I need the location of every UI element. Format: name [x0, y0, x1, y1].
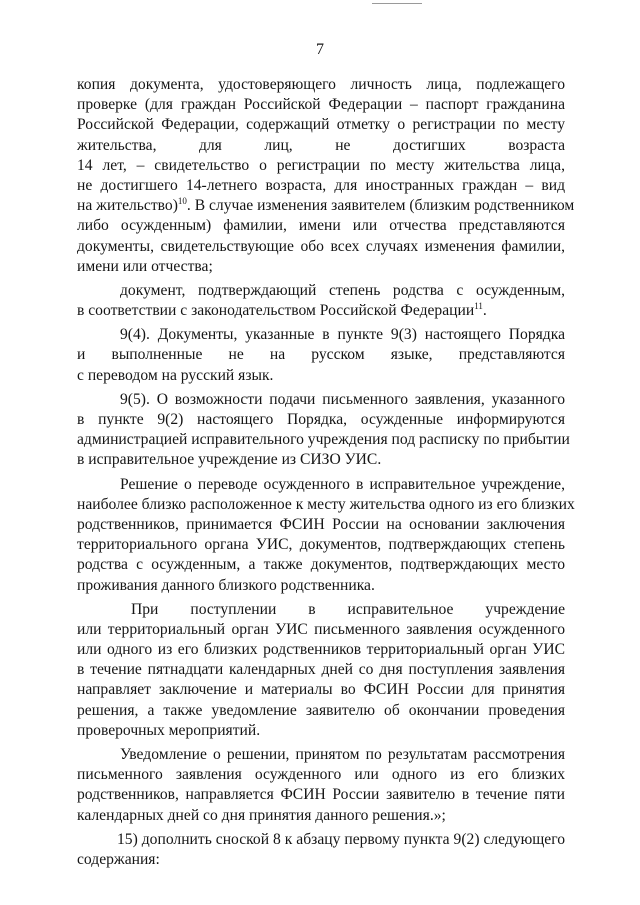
- text-line: содержания:: [77, 850, 160, 868]
- text-line: имени или отчества;: [77, 257, 213, 275]
- text-line: или одного из его близких родственников территориальный орган УИС: [77, 641, 565, 659]
- text-line-with-footnote: [77, 301, 565, 321]
- text-line: проверке (для граждан Российской Федерации – паспорт гражданина: [77, 96, 565, 114]
- page-number: 7: [316, 41, 324, 58]
- text-line: письменного заявления осужденного или одного из его близких: [77, 766, 565, 784]
- text-line: либо осужденным) фамилии, имени или отчества представляются: [77, 217, 565, 235]
- text-line: проверочных мероприятий.: [77, 721, 261, 739]
- text-line: календарных дней со дня принятия данного решения.»;: [77, 806, 446, 824]
- page-body: [77, 75, 575, 870]
- text-line: не достигшего 14-летнего возраста, для иностранных граждан – вид: [77, 176, 565, 194]
- top-rule: [372, 3, 422, 4]
- text-line: 9(4). Документы, указанные в пункте 9(3) настоящего Порядка: [120, 326, 565, 344]
- text-line: или территориальный орган УИС письменного заявления осужденного: [77, 620, 565, 638]
- text-line: Решение о переводе осужденного в исправительное учреждение,: [120, 475, 565, 493]
- text-line: Российской Федерации, содержащий отметку о регистрации по месту: [77, 116, 565, 134]
- text-line: решения, а также уведомление заявителю об окончании проведения: [77, 701, 565, 719]
- text-line: проживания данного близкого родственника.: [77, 576, 375, 594]
- text-line: 9(5). О возможности подачи письменного заявления, указанного: [120, 390, 565, 408]
- text-line: копия документа, удостоверяющего личность лица, подлежащего: [77, 76, 565, 93]
- text-line: документ, подтверждающий степень родства с осужденным,: [120, 281, 565, 299]
- text-segment: . В случае изменения заявителем (близким родственником: [186, 197, 575, 215]
- text-line: территориального органа УИС, документов, подтверждающих степень: [77, 536, 565, 554]
- text-line: в течение пятнадцати календарных дней со дня поступления заявления: [77, 661, 565, 679]
- text-line-with-footnote: [77, 196, 575, 216]
- text-line: родства с осужденным, а также документов, подтверждающих место: [77, 556, 565, 574]
- text-line: наиболее близко расположенное к месту жительства одного из его близких: [77, 495, 575, 513]
- text-line: 14 лет, – свидетельство о регистрации по месту жительства лица,: [77, 156, 565, 174]
- text-line: документы, свидетельствующие обо всех случаях изменения фамилии,: [77, 237, 565, 255]
- text-segment: на жительство): [77, 197, 178, 215]
- text-line: 15) дополнить сноской 8 к абзацу первому пункта 9(2) следующего: [117, 830, 565, 848]
- text-line: Уведомление о решении, принятом по результатам рассмотрения: [120, 746, 565, 763]
- footnote-ref-11: 11: [474, 301, 483, 312]
- footnote-ref-10: 10: [177, 196, 187, 207]
- text-line: в исправительное учреждение из СИЗО УИС.: [77, 451, 382, 469]
- text-segment: в соответствии с законодательством Российской Федерации: [77, 302, 475, 320]
- text-line: родственников, принимается ФСИН России на основании заключения: [77, 515, 565, 533]
- text-line: в пункте 9(2) настоящего Порядка, осужденные информируются: [77, 411, 565, 428]
- text-line: При поступлении в исправительное учреждение: [131, 600, 565, 618]
- text-line: с переводом на русский язык.: [77, 366, 274, 384]
- text-line: направляет заключение и материалы во ФСИН России для принятия: [77, 681, 565, 699]
- text-segment: .: [482, 302, 487, 320]
- text-line: жительства, для лиц, не достигших возраста: [77, 136, 565, 154]
- text-line: и выполненные не на русском языке, представляются: [77, 346, 565, 364]
- text-line: администрацией исправительного учреждения под расписку по прибытии: [77, 431, 570, 449]
- text-line: родственников, направляется ФСИН России заявителю в течение пяти: [77, 786, 565, 804]
